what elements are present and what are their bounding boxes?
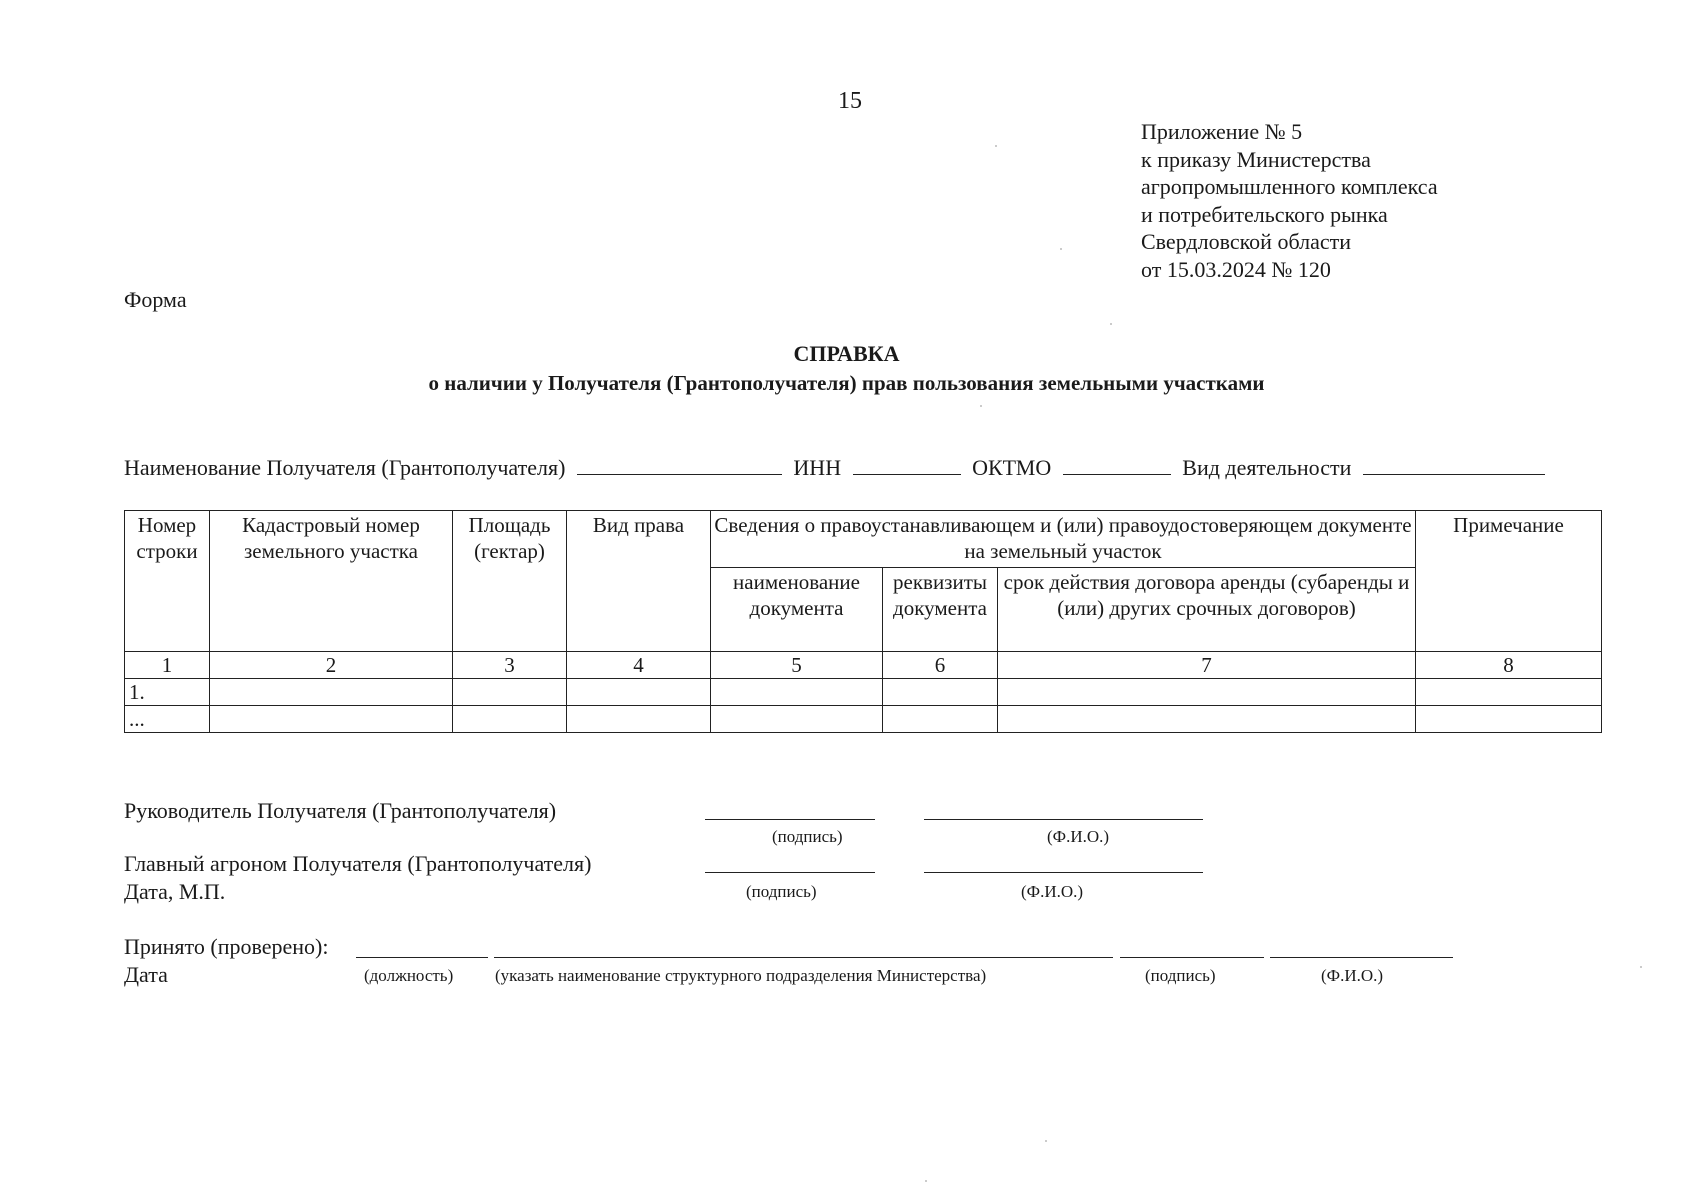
column-number: 4 [567,652,711,679]
column-number: 8 [1416,652,1602,679]
row-number-cell: 1. [125,679,210,706]
scan-speck [995,145,997,147]
accepted-signature-caption: (подпись) [1145,966,1216,985]
appendix-block [1141,118,1438,283]
accepted-signature-line[interactable] [1120,957,1264,958]
position-line[interactable] [356,957,488,958]
header-note: Примечание [1416,511,1602,652]
recipient-name-label: Наименование Получателя (Грантополучателя) [124,455,566,480]
table-cell[interactable] [883,706,998,733]
table-cell[interactable] [1416,706,1602,733]
document-title: СПРАВКА [793,341,900,366]
table-cell[interactable] [711,679,883,706]
header-cadastral-number: Кадастровый номер земельного участка [210,511,453,652]
inn-label: ИНН [793,455,842,480]
page-number: 15 [838,88,862,114]
activity-label: Вид деятельности [1182,455,1352,480]
appendix-line: от 15.03.2024 № 120 [1141,256,1331,282]
activity-field[interactable] [1363,454,1545,475]
header-document-name: наименование документа [711,568,883,652]
table-row [125,679,1602,706]
accepted-fio-line[interactable] [1270,957,1453,958]
table-cell[interactable] [1416,679,1602,706]
header-lease-term: срок действия договора аренды (субаренды и (или) других срочных договоров) [998,568,1416,652]
inn-field[interactable] [853,454,961,475]
head-fio-line[interactable] [924,819,1203,820]
appendix-line: и потребительского рынка [1141,201,1388,227]
accepted-date-label: Дата [124,962,168,987]
requisites-line [124,454,1551,481]
column-number: 3 [453,652,567,679]
table-cell[interactable] [453,679,567,706]
agronomist-fio-line[interactable] [924,872,1203,873]
scan-speck [1045,1140,1047,1142]
head-signature-line[interactable] [705,819,875,820]
scan-speck [1640,966,1642,968]
agronomist-signature-caption: (подпись) [746,882,817,901]
appendix-line: Приложение № 5 [1141,119,1303,144]
oktmo-field[interactable] [1063,454,1171,475]
recipient-name-field[interactable] [577,454,782,475]
date-mp-label: Дата, М.П. [124,879,226,904]
table-cell[interactable] [998,679,1416,706]
document-subtitle: о наличии у Получателя (Грантополучателя) прав пользования земельными участками [428,371,1265,395]
scan-speck [1060,248,1062,250]
column-number: 7 [998,652,1416,679]
head-fio-caption: (Ф.И.О.) [1047,827,1110,846]
appendix-line: агропромышленного комплекса [1141,174,1438,199]
table-cell[interactable] [883,679,998,706]
appendix-line: к приказу Министерства [1141,146,1371,172]
header-document-details: реквизиты документа [883,568,998,652]
column-number: 2 [210,652,453,679]
table-cell[interactable] [210,706,453,733]
accepted-label: Принято (проверено): [124,934,329,959]
header-document-info: Сведения о правоустанавливающем и (или) правоудостоверяющем документе на земельный участок [711,511,1416,568]
table-cell[interactable] [711,706,883,733]
position-caption: (должность) [364,966,454,985]
column-number: 1 [125,652,210,679]
column-number: 5 [711,652,883,679]
header-row-number: Номер строки [125,511,210,652]
table-cell[interactable] [567,706,711,733]
scan-speck [980,405,982,407]
appendix-line: Свердловской области [1141,229,1351,254]
agronomist-signature-line[interactable] [705,872,875,873]
row-number-cell: ... [125,706,210,733]
land-rights-table [124,510,1602,733]
table-cell[interactable] [453,706,567,733]
agronomist-label: Главный агроном Получателя (Грантополучателя) [124,851,592,876]
department-caption: (указать наименование структурного подразделения Министерства) [495,966,987,985]
scan-speck [1110,323,1112,325]
head-label: Руководитель Получателя (Грантополучателя) [124,798,557,823]
table-cell[interactable] [567,679,711,706]
table-row [125,706,1602,733]
department-line[interactable] [494,957,1113,958]
table-cell[interactable] [210,679,453,706]
agronomist-fio-caption: (Ф.И.О.) [1021,882,1084,901]
header-area: Площадь (гектар) [453,511,567,652]
header-right-type: Вид права [567,511,711,652]
accepted-fio-caption: (Ф.И.О.) [1321,966,1384,985]
column-number: 6 [883,652,998,679]
table-cell[interactable] [998,706,1416,733]
head-signature-caption: (подпись) [772,827,843,846]
scan-speck [925,1180,927,1182]
oktmo-label: ОКТМО [972,455,1052,480]
form-label: Форма [124,287,187,312]
